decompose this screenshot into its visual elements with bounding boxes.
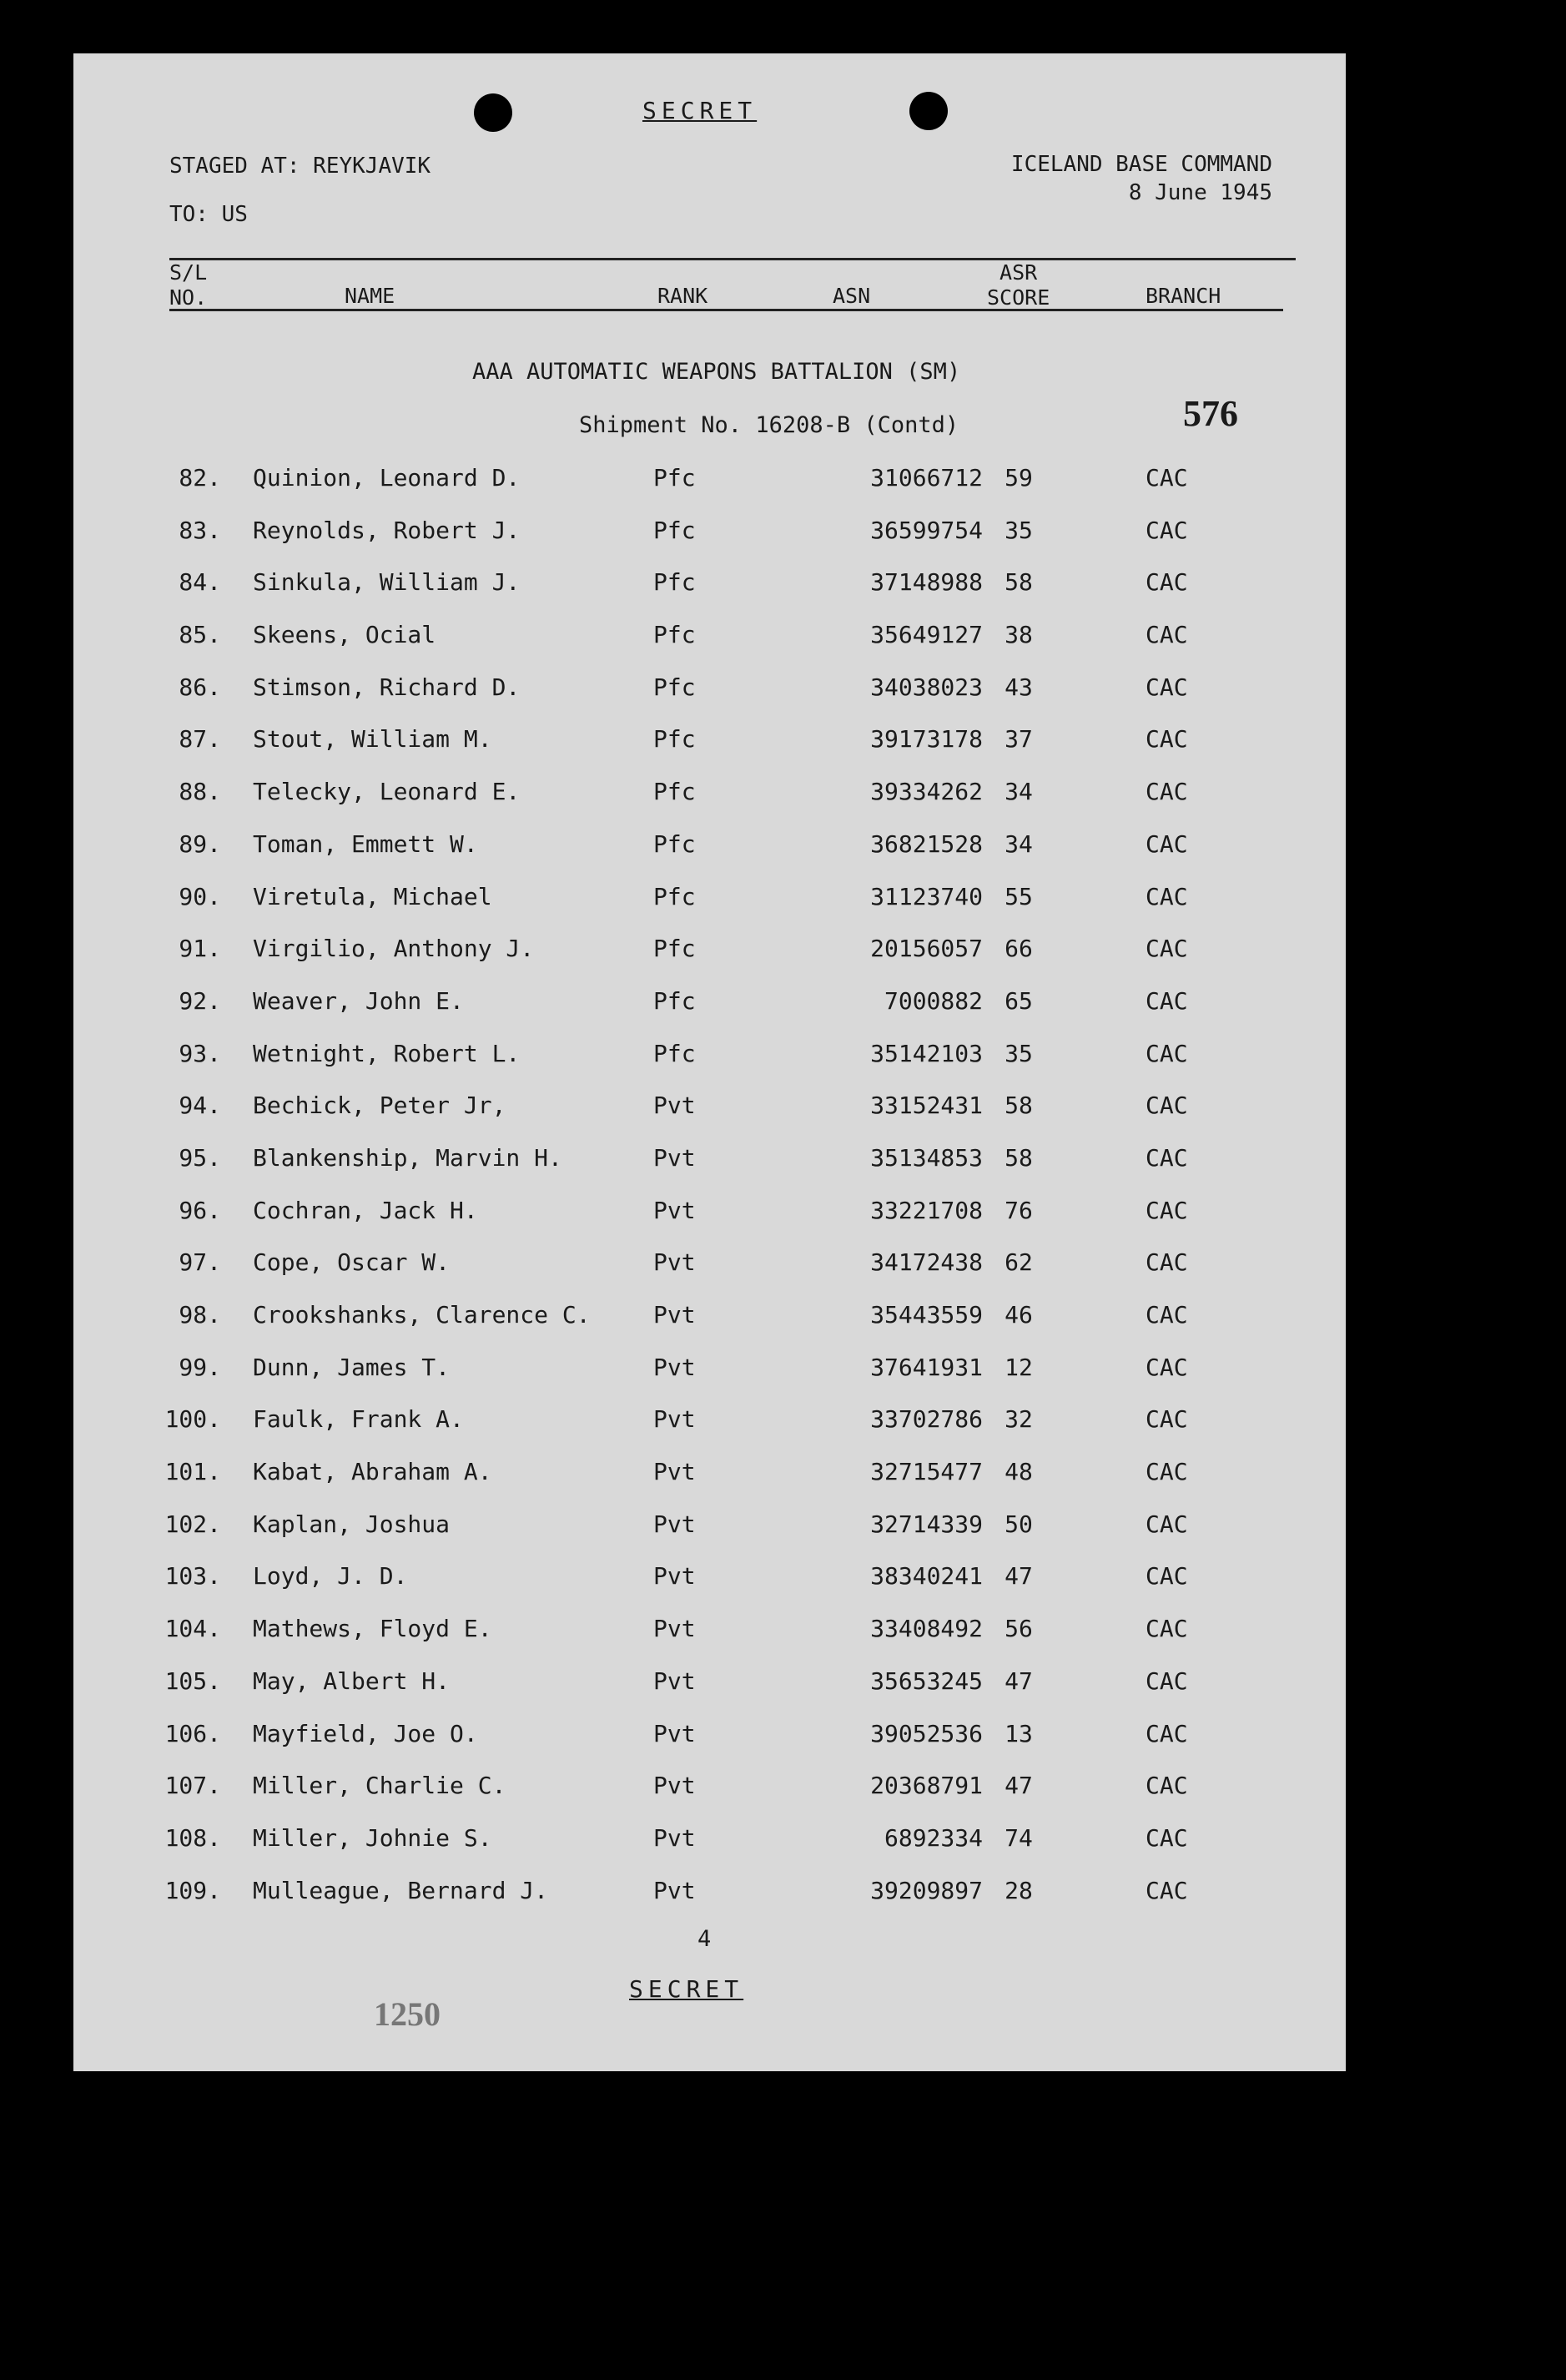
- serial-number: 35649127: [870, 621, 983, 649]
- row-number: 102.: [164, 1510, 221, 1538]
- asr-score: 56: [1005, 1615, 1033, 1643]
- row-number: 84.: [179, 568, 221, 597]
- serial-number: 38340241: [870, 1562, 983, 1591]
- command-name: ICELAND BASE COMMAND: [1010, 152, 1272, 177]
- table-row: [73, 1040, 1346, 1092]
- asr-score: 62: [1005, 1248, 1033, 1277]
- rank: Pvt: [653, 1092, 696, 1120]
- serial-number: 39209897: [870, 1876, 983, 1904]
- soldier-name: Crookshanks, Clarence C.: [253, 1301, 591, 1329]
- classification-top: SECRET: [642, 97, 758, 124]
- document-page: [73, 53, 1346, 2071]
- column-header-rank: RANK: [657, 284, 708, 308]
- asr-score: 38: [1005, 621, 1033, 649]
- branch: CAC: [1146, 1615, 1188, 1643]
- serial-number: 33702786: [870, 1405, 983, 1434]
- row-number: 88.: [179, 778, 221, 806]
- rank: Pfc: [653, 673, 696, 701]
- serial-number: 31066712: [870, 464, 983, 492]
- table-row: [73, 1458, 1346, 1510]
- row-number: 85.: [179, 621, 221, 649]
- branch: CAC: [1146, 1353, 1188, 1381]
- rank: Pfc: [653, 882, 696, 910]
- asr-score: 35: [1005, 1039, 1033, 1067]
- shipment-number: Shipment No. 16208-B (Contd): [579, 412, 959, 438]
- rank: Pfc: [653, 621, 696, 649]
- branch: CAC: [1146, 986, 1188, 1015]
- branch: CAC: [1146, 1562, 1188, 1591]
- column-header-asn: ASN: [833, 284, 871, 308]
- serial-number: 31123740: [870, 882, 983, 910]
- branch: CAC: [1146, 1458, 1188, 1486]
- soldier-name: May, Albert H.: [253, 1667, 451, 1695]
- rank: Pvt: [653, 1510, 696, 1538]
- column-header-sl-no: S/L NO.: [169, 260, 208, 310]
- soldier-name: Dunn, James T.: [253, 1353, 451, 1381]
- asr-score: 37: [1005, 725, 1033, 754]
- soldier-name: Mathews, Floyd E.: [253, 1615, 492, 1643]
- serial-number: 32715477: [870, 1458, 983, 1486]
- soldier-name: Blankenship, Marvin H.: [253, 1143, 562, 1172]
- table-row: [73, 1877, 1346, 1929]
- branch: CAC: [1146, 621, 1188, 649]
- serial-number: 35443559: [870, 1301, 983, 1329]
- row-number: 101.: [164, 1458, 221, 1486]
- column-header-asr-score: ASR SCORE: [987, 260, 1050, 310]
- branch: CAC: [1146, 935, 1188, 963]
- serial-number: 37641931: [870, 1353, 983, 1381]
- table-row: [73, 673, 1346, 726]
- row-number: 106.: [164, 1719, 221, 1747]
- table-row: [73, 830, 1346, 883]
- table-row: [73, 725, 1346, 778]
- table-row: [73, 1772, 1346, 1824]
- table-row: [73, 1720, 1346, 1772]
- branch: CAC: [1146, 1248, 1188, 1277]
- table-row: [73, 1562, 1346, 1615]
- soldier-name: Stout, William M.: [253, 725, 492, 754]
- staged-at: STAGED AT: REYKJAVIK: [169, 154, 431, 179]
- asr-score: 35: [1005, 516, 1033, 544]
- unit-title: AAA AUTOMATIC WEAPONS BATTALION (SM): [472, 359, 961, 385]
- branch: CAC: [1146, 464, 1188, 492]
- soldier-name: Miller, Johnie S.: [253, 1823, 492, 1852]
- soldier-name: Viretula, Michael: [253, 882, 492, 910]
- asr-score: 13: [1005, 1719, 1033, 1747]
- table-row: [73, 1301, 1346, 1354]
- branch: CAC: [1146, 673, 1188, 701]
- serial-number: 6892334: [884, 1823, 983, 1852]
- serial-number: 34038023: [870, 673, 983, 701]
- branch: CAC: [1146, 725, 1188, 754]
- rank: Pfc: [653, 778, 696, 806]
- rank: Pfc: [653, 829, 696, 858]
- row-number: 108.: [164, 1823, 221, 1852]
- branch: CAC: [1146, 1876, 1188, 1904]
- row-number: 99.: [179, 1353, 221, 1381]
- classification-bottom: SECRET: [629, 1975, 744, 2003]
- soldier-name: Loyd, J. D.: [253, 1562, 408, 1591]
- branch: CAC: [1146, 778, 1188, 806]
- rank: Pfc: [653, 935, 696, 963]
- punch-hole: [909, 92, 948, 130]
- table-row: [73, 935, 1346, 987]
- rank: Pvt: [653, 1562, 696, 1591]
- rank: Pvt: [653, 1353, 696, 1381]
- soldier-name: Wetnight, Robert L.: [253, 1039, 521, 1067]
- serial-number: 39052536: [870, 1719, 983, 1747]
- branch: CAC: [1146, 1772, 1188, 1800]
- rank: Pvt: [653, 1667, 696, 1695]
- table-row: [73, 1092, 1346, 1144]
- asr-score: 48: [1005, 1458, 1033, 1486]
- branch: CAC: [1146, 1667, 1188, 1695]
- rank: Pvt: [653, 1405, 696, 1434]
- branch: CAC: [1146, 1301, 1188, 1329]
- row-number: 83.: [179, 516, 221, 544]
- punch-hole: [474, 93, 512, 132]
- soldier-name: Kaplan, Joshua: [253, 1510, 451, 1538]
- table-row: [73, 517, 1346, 569]
- asr-score: 65: [1005, 986, 1033, 1015]
- roster-list: [73, 464, 1346, 1929]
- row-number: 90.: [179, 882, 221, 910]
- serial-number: 39334262: [870, 778, 983, 806]
- branch: CAC: [1146, 568, 1188, 597]
- table-row: [73, 883, 1346, 935]
- asr-score: 12: [1005, 1353, 1033, 1381]
- page-number: 4: [697, 1926, 712, 1952]
- header-rule-top: [169, 258, 1296, 260]
- soldier-name: Faulk, Frank A.: [253, 1405, 464, 1434]
- row-number: 82.: [179, 464, 221, 492]
- soldier-name: Reynolds, Robert J.: [253, 516, 521, 544]
- row-number: 86.: [179, 673, 221, 701]
- serial-number: 33152431: [870, 1092, 983, 1120]
- serial-number: 35134853: [870, 1143, 983, 1172]
- serial-number: 32714339: [870, 1510, 983, 1538]
- rank: Pvt: [653, 1823, 696, 1852]
- serial-number: 37148988: [870, 568, 983, 597]
- row-number: 93.: [179, 1039, 221, 1067]
- soldier-name: Virgilio, Anthony J.: [253, 935, 535, 963]
- rank: Pfc: [653, 464, 696, 492]
- branch: CAC: [1146, 1510, 1188, 1538]
- serial-number: 33221708: [870, 1196, 983, 1224]
- destination: TO: US: [169, 202, 248, 227]
- branch: CAC: [1146, 1092, 1188, 1120]
- soldier-name: Mulleague, Bernard J.: [253, 1876, 549, 1904]
- asr-score: 47: [1005, 1772, 1033, 1800]
- table-row: [73, 1667, 1346, 1720]
- branch: CAC: [1146, 1039, 1188, 1067]
- row-number: 109.: [164, 1876, 221, 1904]
- asr-score: 46: [1005, 1301, 1033, 1329]
- table-row: [73, 1354, 1346, 1406]
- table-row: [73, 1510, 1346, 1563]
- asr-score: 34: [1005, 778, 1033, 806]
- asr-score: 43: [1005, 673, 1033, 701]
- table-row: [73, 568, 1346, 621]
- branch: CAC: [1146, 1143, 1188, 1172]
- rank: Pfc: [653, 725, 696, 754]
- serial-number: 39173178: [870, 725, 983, 754]
- rank: Pvt: [653, 1458, 696, 1486]
- asr-score: 58: [1005, 568, 1033, 597]
- row-number: 105.: [164, 1667, 221, 1695]
- row-number: 92.: [179, 986, 221, 1015]
- asr-score: 47: [1005, 1562, 1033, 1591]
- soldier-name: Mayfield, Joe O.: [253, 1719, 478, 1747]
- asr-score: 32: [1005, 1405, 1033, 1434]
- serial-number: 34172438: [870, 1248, 983, 1277]
- row-number: 91.: [179, 935, 221, 963]
- rank: Pvt: [653, 1719, 696, 1747]
- soldier-name: Cochran, Jack H.: [253, 1196, 478, 1224]
- table-row: [73, 1248, 1346, 1301]
- asr-score: 74: [1005, 1823, 1033, 1852]
- rank: Pvt: [653, 1876, 696, 1904]
- asr-score: 66: [1005, 935, 1033, 963]
- row-number: 94.: [179, 1092, 221, 1120]
- serial-number: 36821528: [870, 829, 983, 858]
- asr-score: 28: [1005, 1876, 1033, 1904]
- asr-score: 34: [1005, 829, 1033, 858]
- table-row: [73, 778, 1346, 830]
- soldier-name: Bechick, Peter Jr,: [253, 1092, 506, 1120]
- table-row: [73, 987, 1346, 1040]
- soldier-name: Kabat, Abraham A.: [253, 1458, 492, 1486]
- rank: Pvt: [653, 1772, 696, 1800]
- serial-number: 7000882: [884, 986, 983, 1015]
- serial-number: 20156057: [870, 935, 983, 963]
- row-number: 100.: [164, 1405, 221, 1434]
- row-number: 98.: [179, 1301, 221, 1329]
- table-row: [73, 1405, 1346, 1458]
- branch: CAC: [1146, 1719, 1188, 1747]
- asr-score: 58: [1005, 1092, 1033, 1120]
- soldier-name: Skeens, Ocial: [253, 621, 436, 649]
- document-date: 8 June 1945: [1128, 180, 1272, 205]
- asr-score: 59: [1005, 464, 1033, 492]
- asr-score: 58: [1005, 1143, 1033, 1172]
- serial-number: 35142103: [870, 1039, 983, 1067]
- table-row: [73, 464, 1346, 517]
- rank: Pvt: [653, 1248, 696, 1277]
- rank: Pfc: [653, 568, 696, 597]
- column-header-name: NAME: [345, 284, 395, 308]
- table-row: [73, 621, 1346, 673]
- branch: CAC: [1146, 829, 1188, 858]
- soldier-name: Stimson, Richard D.: [253, 673, 521, 701]
- soldier-name: Telecky, Leonard E.: [253, 778, 521, 806]
- serial-number: 35653245: [870, 1667, 983, 1695]
- rank: Pfc: [653, 516, 696, 544]
- table-row: [73, 1824, 1346, 1877]
- stamped-bottom-number: 1250: [374, 1995, 441, 2033]
- stamped-number: 576: [1183, 393, 1238, 434]
- row-number: 97.: [179, 1248, 221, 1277]
- serial-number: 33408492: [870, 1615, 983, 1643]
- rank: Pfc: [653, 1039, 696, 1067]
- row-number: 95.: [179, 1143, 221, 1172]
- rank: Pfc: [653, 986, 696, 1015]
- row-number: 96.: [179, 1196, 221, 1224]
- soldier-name: Quinion, Leonard D.: [253, 464, 521, 492]
- soldier-name: Toman, Emmett W.: [253, 829, 478, 858]
- branch: CAC: [1146, 1823, 1188, 1852]
- soldier-name: Cope, Oscar W.: [253, 1248, 451, 1277]
- soldier-name: Miller, Charlie C.: [253, 1772, 506, 1800]
- asr-score: 50: [1005, 1510, 1033, 1538]
- row-number: 87.: [179, 725, 221, 754]
- table-row: [73, 1615, 1346, 1667]
- rank: Pvt: [653, 1196, 696, 1224]
- header-rule-bottom: [169, 309, 1283, 311]
- serial-number: 20368791: [870, 1772, 983, 1800]
- row-number: 89.: [179, 829, 221, 858]
- rank: Pvt: [653, 1301, 696, 1329]
- branch: CAC: [1146, 516, 1188, 544]
- rank: Pvt: [653, 1615, 696, 1643]
- soldier-name: Sinkula, William J.: [253, 568, 521, 597]
- row-number: 104.: [164, 1615, 221, 1643]
- row-number: 103.: [164, 1562, 221, 1591]
- branch: CAC: [1146, 1196, 1188, 1224]
- table-row: [73, 1197, 1346, 1249]
- column-header-branch: BRANCH: [1146, 284, 1221, 308]
- table-row: [73, 1144, 1346, 1197]
- rank: Pvt: [653, 1143, 696, 1172]
- row-number: 107.: [164, 1772, 221, 1800]
- asr-score: 47: [1005, 1667, 1033, 1695]
- soldier-name: Weaver, John E.: [253, 986, 464, 1015]
- asr-score: 55: [1005, 882, 1033, 910]
- branch: CAC: [1146, 882, 1188, 910]
- branch: CAC: [1146, 1405, 1188, 1434]
- asr-score: 76: [1005, 1196, 1033, 1224]
- serial-number: 36599754: [870, 516, 983, 544]
